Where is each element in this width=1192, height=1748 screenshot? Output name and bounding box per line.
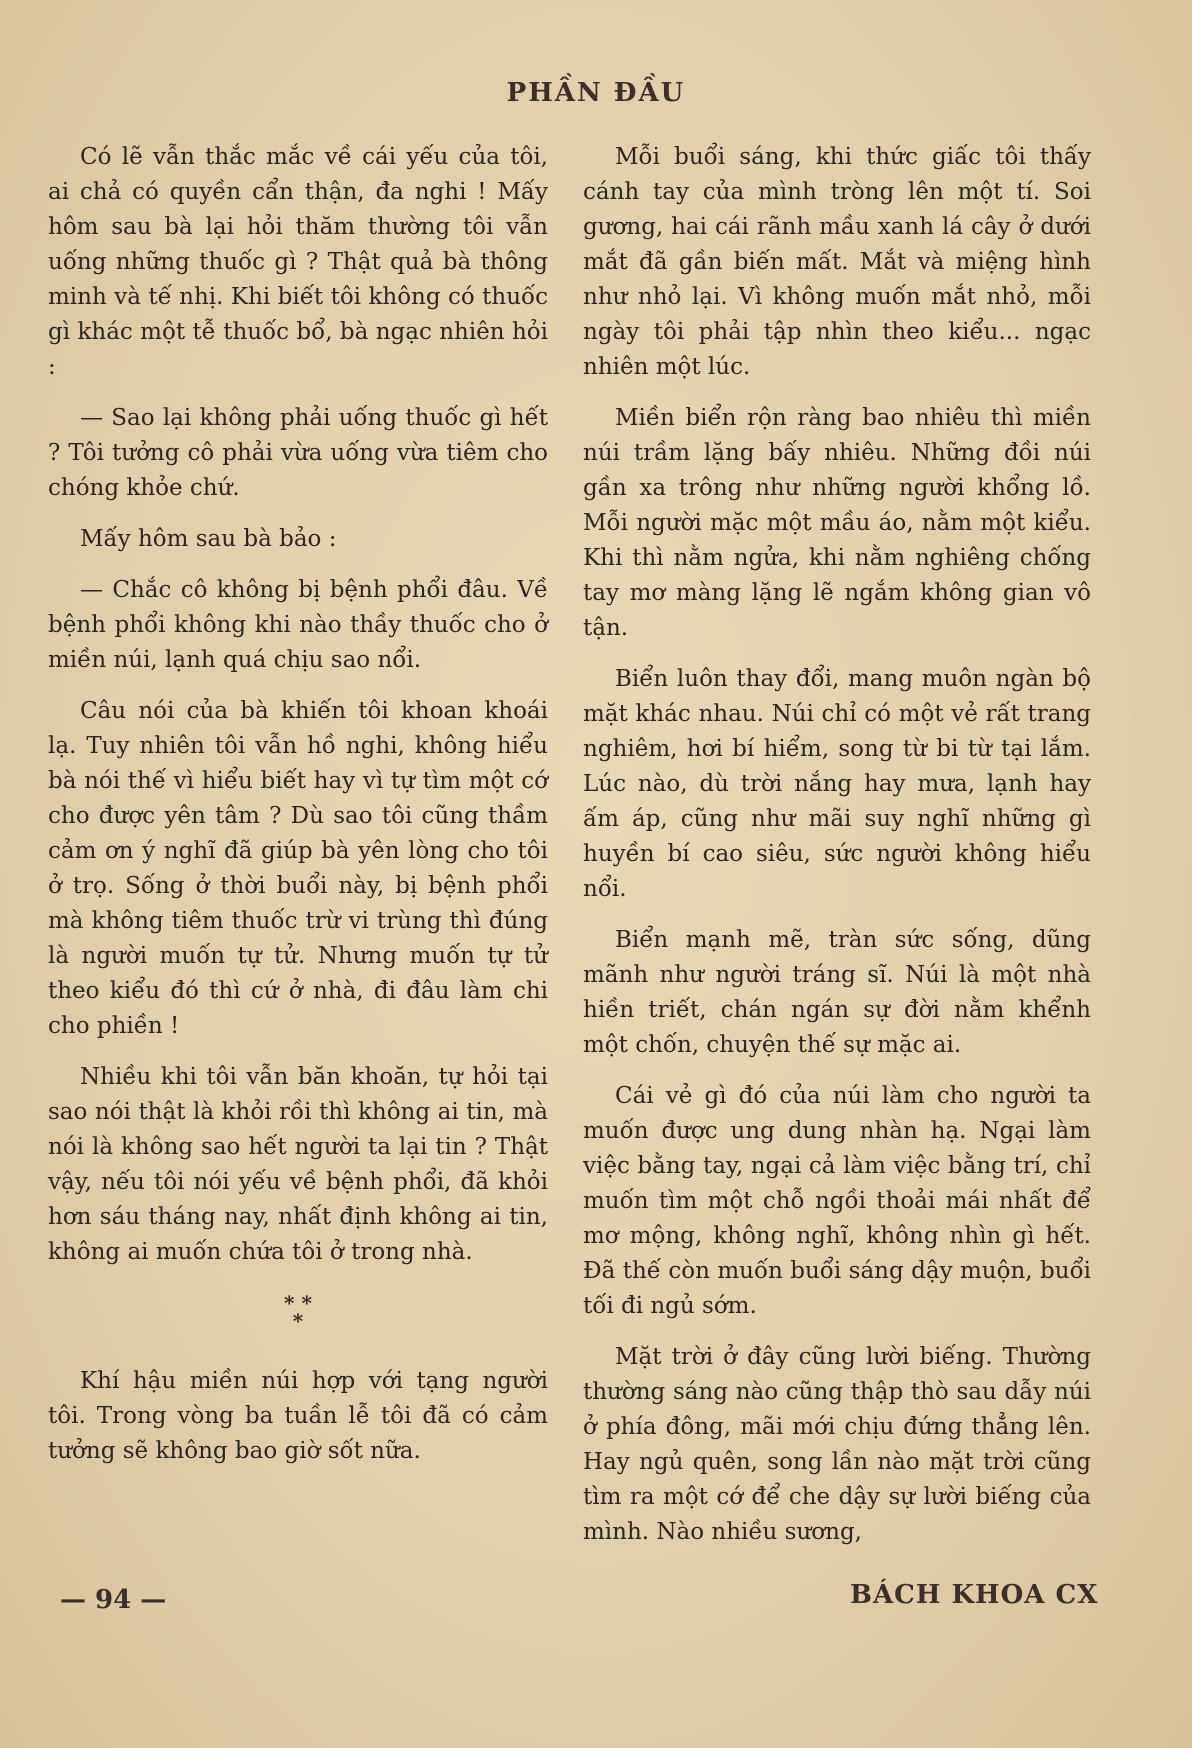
paragraph: Có lẽ vẫn thắc mắc về cái yếu của tôi, ai chả có quyền cẩn thận, đa nghi ! Mấy hôm sau bà lại hỏi thăm thường tôi vẫn uống những thuốc gì ? Thật quả bà thông minh và tế nhị. Khi biết tôi không có thuốc gì khác một tễ thuốc bổ, bà ngạc nhiên hỏi : [48, 144, 548, 380]
page-number: — 94 — [60, 1585, 167, 1615]
paragraph: Mặt trời ở đây cũng lười biếng. Thường thường sáng nào cũng thập thò sau dẫy núi ở phía đông, mãi mới chịu đứng thẳng lên. Hay ngủ quên, song lần nào mặt trời cũng tìm ra một cớ để che dậy sự lười biếng của mình. Nào nhiều sương, [583, 1344, 1091, 1545]
paragraph: Khí hậu miền núi hợp với tạng người tôi. Trong vòng ba tuần lễ tôi đã có cảm tưởng sẽ không bao giờ sốt nữa. [48, 1368, 548, 1464]
paragraph: — Sao lại không phải uống thuốc gì hết ? Tôi tưởng cô phải vừa uống vừa tiêm cho chóng khỏe chứ. [48, 405, 548, 501]
paragraph: Mỗi buổi sáng, khi thức giấc tôi thấy cánh tay của mình tròng lên một tí. Soi gương, hai cái rãnh mầu xanh lá cây ở dưới mắt đã gần biến mất. Mắt và miệng hình như nhỏ lại. Vì không muốn mắt nhỏ, mỗi ngày tôi phải tập nhìn theo kiểu... ngạc nhiên một lúc. [583, 144, 1091, 380]
paragraph: Biển luôn thay đổi, mang muôn ngàn bộ mặt khác nhau. Núi chỉ có một vẻ rất trang nghiêm, hơi bí hiểm, song từ bi từ tại lắm. Lúc nào, dù trời nắng hay mưa, lạnh hay ấm áp, cũng như mãi suy nghĩ những gì huyền bí cao siêu, sức người không hiểu nổi. [583, 666, 1091, 902]
left-column [48, 140, 548, 1485]
paragraph: Cái vẻ gì đó của núi làm cho người ta muốn được ung dung nhàn hạ. Ngại làm việc bằng tay, ngại cả làm việc bằng trí, chỉ muốn tìm một chỗ ngồi thoải mái nhất để mơ mộng, không nghĩ, không nhìn gì hết. Đã thế còn muốn buổi sáng dậy muộn, buổi tối đi ngủ sớm. [583, 1083, 1091, 1319]
right-column [583, 140, 1091, 1566]
paragraph: Nhiều khi tôi vẫn băn khoăn, tự hỏi tại sao nói thật là khỏi rồi thì không ai tin, mà nói là không sao hết người ta lại tin ? Thật vậy, nếu tôi nói yếu về bệnh phổi, đã khỏi hơn sáu tháng nay, nhất định không ai tin, không ai muốn chứa tôi ở trong nhà. [48, 1064, 548, 1265]
paragraph: Miền biển rộn ràng bao nhiêu thì miền núi trầm lặng bấy nhiêu. Những đồi núi gần xa trông như những người khổng lồ. Mỗi người mặc một mầu áo, nằm một kiểu. Khi thì nằm ngửa, khi nằm nghiêng chống tay mơ màng lặng lẽ ngắm không gian vô tận. [583, 405, 1091, 641]
paragraph: — Chắc cô không bị bệnh phổi đâu. Về bệnh phổi không khi nào thầy thuốc cho ở miền núi, lạnh quá chịu sao nổi. [48, 577, 548, 673]
page-header: PHẦN ĐẦU [506, 78, 686, 108]
paragraph: Biển mạnh mẽ, tràn sức sống, dũng mãnh như người tráng sĩ. Núi là một nhà hiền triết, chán ngán sự đời nằm khểnh một chốn, chuyện thế sự mặc ai. [583, 927, 1091, 1058]
paragraph: Mấy hôm sau bà bảo : [80, 526, 337, 552]
section-separator: * * * [284, 1291, 312, 1333]
magazine-name: BÁCH KHOA CX [850, 1580, 1099, 1610]
paragraph: Câu nói của bà khiến tôi khoan khoái lạ. Tuy nhiên tôi vẫn hồ nghi, không hiểu bà nói thế vì hiểu biết hay vì tự tìm một cớ cho được yên tâm ? Dù sao tôi cũng thầm cảm ơn ý nghĩ đã giúp bà yên lòng cho tôi ở trọ. Sống ở thời buổi này, bị bệnh phổi mà không tiêm thuốc trừ vi trùng thì đúng là người muốn tự tử. Nhưng muốn tự tử theo kiểu đó thì cứ ở nhà, đi đâu làm chi cho phiền ! [48, 698, 548, 1039]
